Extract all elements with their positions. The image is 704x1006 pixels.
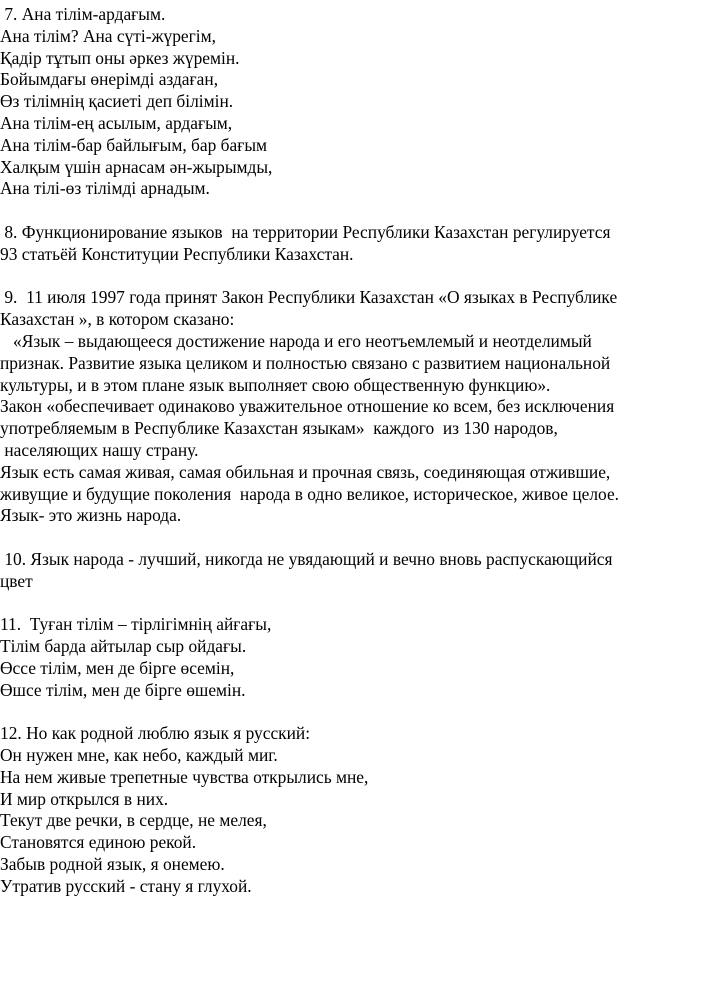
text-line: культуры, и в этом плане язык выполняет свою общественную функцию». [0,374,551,395]
text-line: Язык есть самая живая, самая обильная и прочная связь, соединяющая отжившие, [0,461,611,482]
text-line: Становятся единою рекой. [0,832,197,853]
text-line: 9. 11 июля 1997 года принят Закон Республики Казахстан «О языках в Республике [0,287,618,308]
text-line: живущие и будущие поколения народа в одно великое, историческое, живое целое. [0,483,620,504]
text-line: «Язык – выдающееся достижение народа и его неотъемлемый и неотделимый [0,330,592,351]
paragraph-gap [0,593,696,615]
text-line: цвет [0,570,33,591]
text-line: Ана тілім-ең асылым, ардағым, [0,112,233,133]
paragraph-gap [0,702,696,724]
text-line: 10. Язык народа - лучший, никогда не увядающий и вечно вновь распускающийся [0,548,613,569]
text-line: Бойымдағы өнерімді аздаған, [0,69,219,90]
text-line: населяющих нашу страну. [0,439,199,460]
text-line: 93 статьёй Конституции Республики Казахстан. [0,243,354,264]
text-line: Ана тілі-өз тілімді арнадым. [0,178,210,199]
text-line: Он нужен мне, как небо, каждый миг. [0,745,278,766]
section-7-poem [0,4,696,200]
text-line: Казахстан », в котором сказано: [0,309,235,330]
text-line: употребляемым в Республике Казахстан языкам» каждого из 130 народов, [0,418,558,439]
paragraph-gap [0,200,696,222]
section-9-paragraph [0,287,696,527]
text-line: Өшсе тілім, мен де бірге өшемін. [0,679,246,700]
paragraph-gap [0,527,696,549]
paragraph-gap [0,266,696,288]
text-line: Ана тілім-бар байлығым, бар бағым [0,134,268,155]
text-line: Ана тілім? Ана сүті-жүрегім, [0,25,216,46]
text-line: Өссе тілім, мен де бірге өсемін, [0,657,235,678]
text-line: Забыв родной язык, я онемею. [0,854,225,875]
text-line: Закон «обеспечивает одинаково уважительное отношение ко всем, без исключения [0,396,615,417]
section-12-poem [0,723,696,897]
text-line: 8. Функционирование языков на территории Республики Казахстан регулируется [0,221,611,242]
text-line: И мир открылся в них. [0,788,169,809]
text-line: 7. Ана тілім-ардағым. [0,4,166,24]
section-11-poem [0,614,696,701]
text-line: 12. Но как родной люблю язык я русский: [0,723,311,744]
text-line: Текут две речки, в сердце, не мелея, [0,810,267,831]
document-body [0,4,696,898]
text-line: Халқым үшін арнасам ән-жырымды, [0,156,273,177]
text-line: Қадір тұтып оны әркез жүремін. [0,47,240,68]
text-line: Язык- это жизнь народа. [0,505,182,526]
section-10-paragraph [0,549,696,593]
text-line: Тілім барда айтылар сыр ойдағы. [0,636,247,657]
text-line: На нем живые трепетные чувства открылись мне, [0,766,369,787]
text-line: Өз тілімнің қасиеті деп білімін. [0,91,234,112]
text-line: Утратив русский - стану я глухой. [0,875,252,896]
section-8-paragraph [0,222,696,266]
text-line: признак. Развитие языка целиком и полностью связано с развитием национальной [0,352,611,373]
text-line: 11. Туған тілім – тірлігімнің айғағы, [0,614,272,635]
